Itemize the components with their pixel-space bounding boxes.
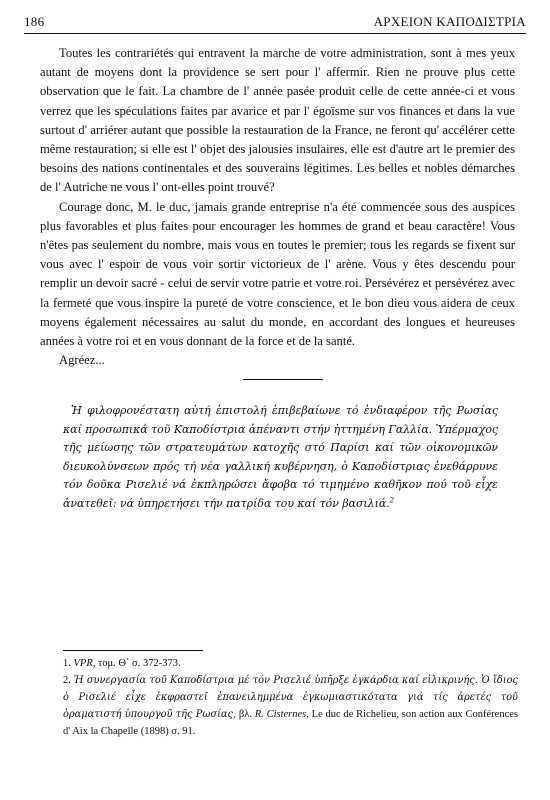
letter-paragraph: Toutes les contrariétés qui entravent la marche de votre administration, sont à mes yeux autant de moyens dont la providence se sert pour l' affermir. Rien ne prouve plus cette observation que le fait. La chambre de l' année pasée produit celle de cette année-ci et vous verrez que les spéculations faites par avarice et par l' égoïsme sur vos finances et dans la vue surtout d' arriérer autant que possible la restauration de la France, ne feront qu' accélérer cette même restauration; si elle est l' objet des jalousies insulaires, elle est d'autre art le premier des besoins des nations continentales et des souverains légitimes. Les belles et nobles démarches de l' Autriche ne vous l' ont-elles point trouvé?: [40, 46, 515, 195]
footnote-2-title: , Le duc de Richelieu, son action aux Conférences d' Aix la Chapelle (1898): [63, 709, 518, 737]
section-separator: [243, 379, 323, 380]
editorial-commentary: [63, 402, 498, 514]
running-header: [24, 14, 526, 30]
letter-body: [40, 44, 515, 370]
footnote-2: 2. Ἡ συνεργασία τοῦ Καποδίστρια μέ τόν Ρισελιέ ὑπῆρξε ἐγκάρδια καί εἰλικρινής. Ὁ ἴδιος ὁ Ρισελιέ εἶχε ἐκφραστεῖ ἐπανειλημμένα ἐγκωμιαστικότατα γιά τίς ἀρετές τοῦ ὁραματιστή ὑπουργοῦ τῆς Ρωσίας, βλ. R. Cisternes, Le duc de Richelieu, son action aux Conférences d' Aix la Chapelle (1898) σ. 91.: [63, 675, 519, 737]
footnote-2-greek: Ἡ συνεργασία τοῦ Καποδίστρια μέ τόν Ρισελιέ ὑπῆρξε ἐγκάρδια καί εἰλικρινής. Ὁ ἴδιος ὁ Ρισελιέ εἶχε ἐκφραστεῖ ἐπανειλημμένα ἐγκωμιαστικότατα γιά τίς ἀρετές τοῦ ὁραματιστή ὑπουργοῦ τῆς Ρωσίας,: [63, 675, 519, 720]
running-title: ΑΡΧΕΙΟΝ ΚΑΠΟΔΙΣΤΡΙΑ: [373, 14, 526, 29]
footnote-reference[interactable]: 2: [389, 496, 395, 505]
footnote-rule: [63, 650, 203, 651]
footnote-2-author: R. Cisternes: [254, 709, 307, 720]
footnote-1: 1. VPR, τομ. Θ΄ σ. 372-373.: [63, 658, 181, 669]
letter-paragraph: Courage donc, M. le duc, jamais grande entreprise n'a été commencée sous des auspices plus favorables et plus faites pour encourager les hommes de grand et beau caractère! Vous n'êtes pas seulement du nombre, mais vous en toutes le premier; tous les regards se fixent sur vous avec l' espoir de vous voir sortir victorieux de l' arène. Vous y êtes descendu pour remplir un devoir sacré - celui de servir votre patrie et votre roi. Persévérez et persévérez avec la fermeté que vous inspire la pureté de votre conscience, et le bon dieu vous aidera de ceux moyens également nécessaires au salut du monde, en accordant des longues et heureuses années à votre roi et en vous donnant de la force et de la santé.: [40, 199, 515, 349]
footnotes: [63, 650, 518, 740]
page-number: 186: [24, 14, 45, 29]
commentary-text: Ἡ φιλοφρονέστατη αὐτή ἐπιστολή ἐπιβεβαίωνε τό ἐνδιαφέρον τῆς Ρωσίας καί προσωπικά τοῦ Καποδίστρια ἀπέναντι στήν ἡττημένη Γαλλία. Ὑπέρμαχος τῆς μείωσης τῶν στρατευμάτων κατοχῆς στό Παρίσι καί τῶν οἰκονομικῶν διευκολύνσεων πρός τή νέα γαλλική κυβέρνηση, ὁ Καποδίστριας ἐνεθάρρυνε τόν δοῦκα Ρισελιέ νά ἐκπληρώσει ἄφοβα τό τιμημένο καθῆκον πού τοῦ εἶχε ἀνατεθεῖ: νά ὑπηρετήσει τήν πατρίδα του καί τόν βασιλιά.: [63, 404, 498, 510]
header-rule: [24, 33, 526, 34]
letter-closing: Agréez...: [59, 353, 105, 368]
